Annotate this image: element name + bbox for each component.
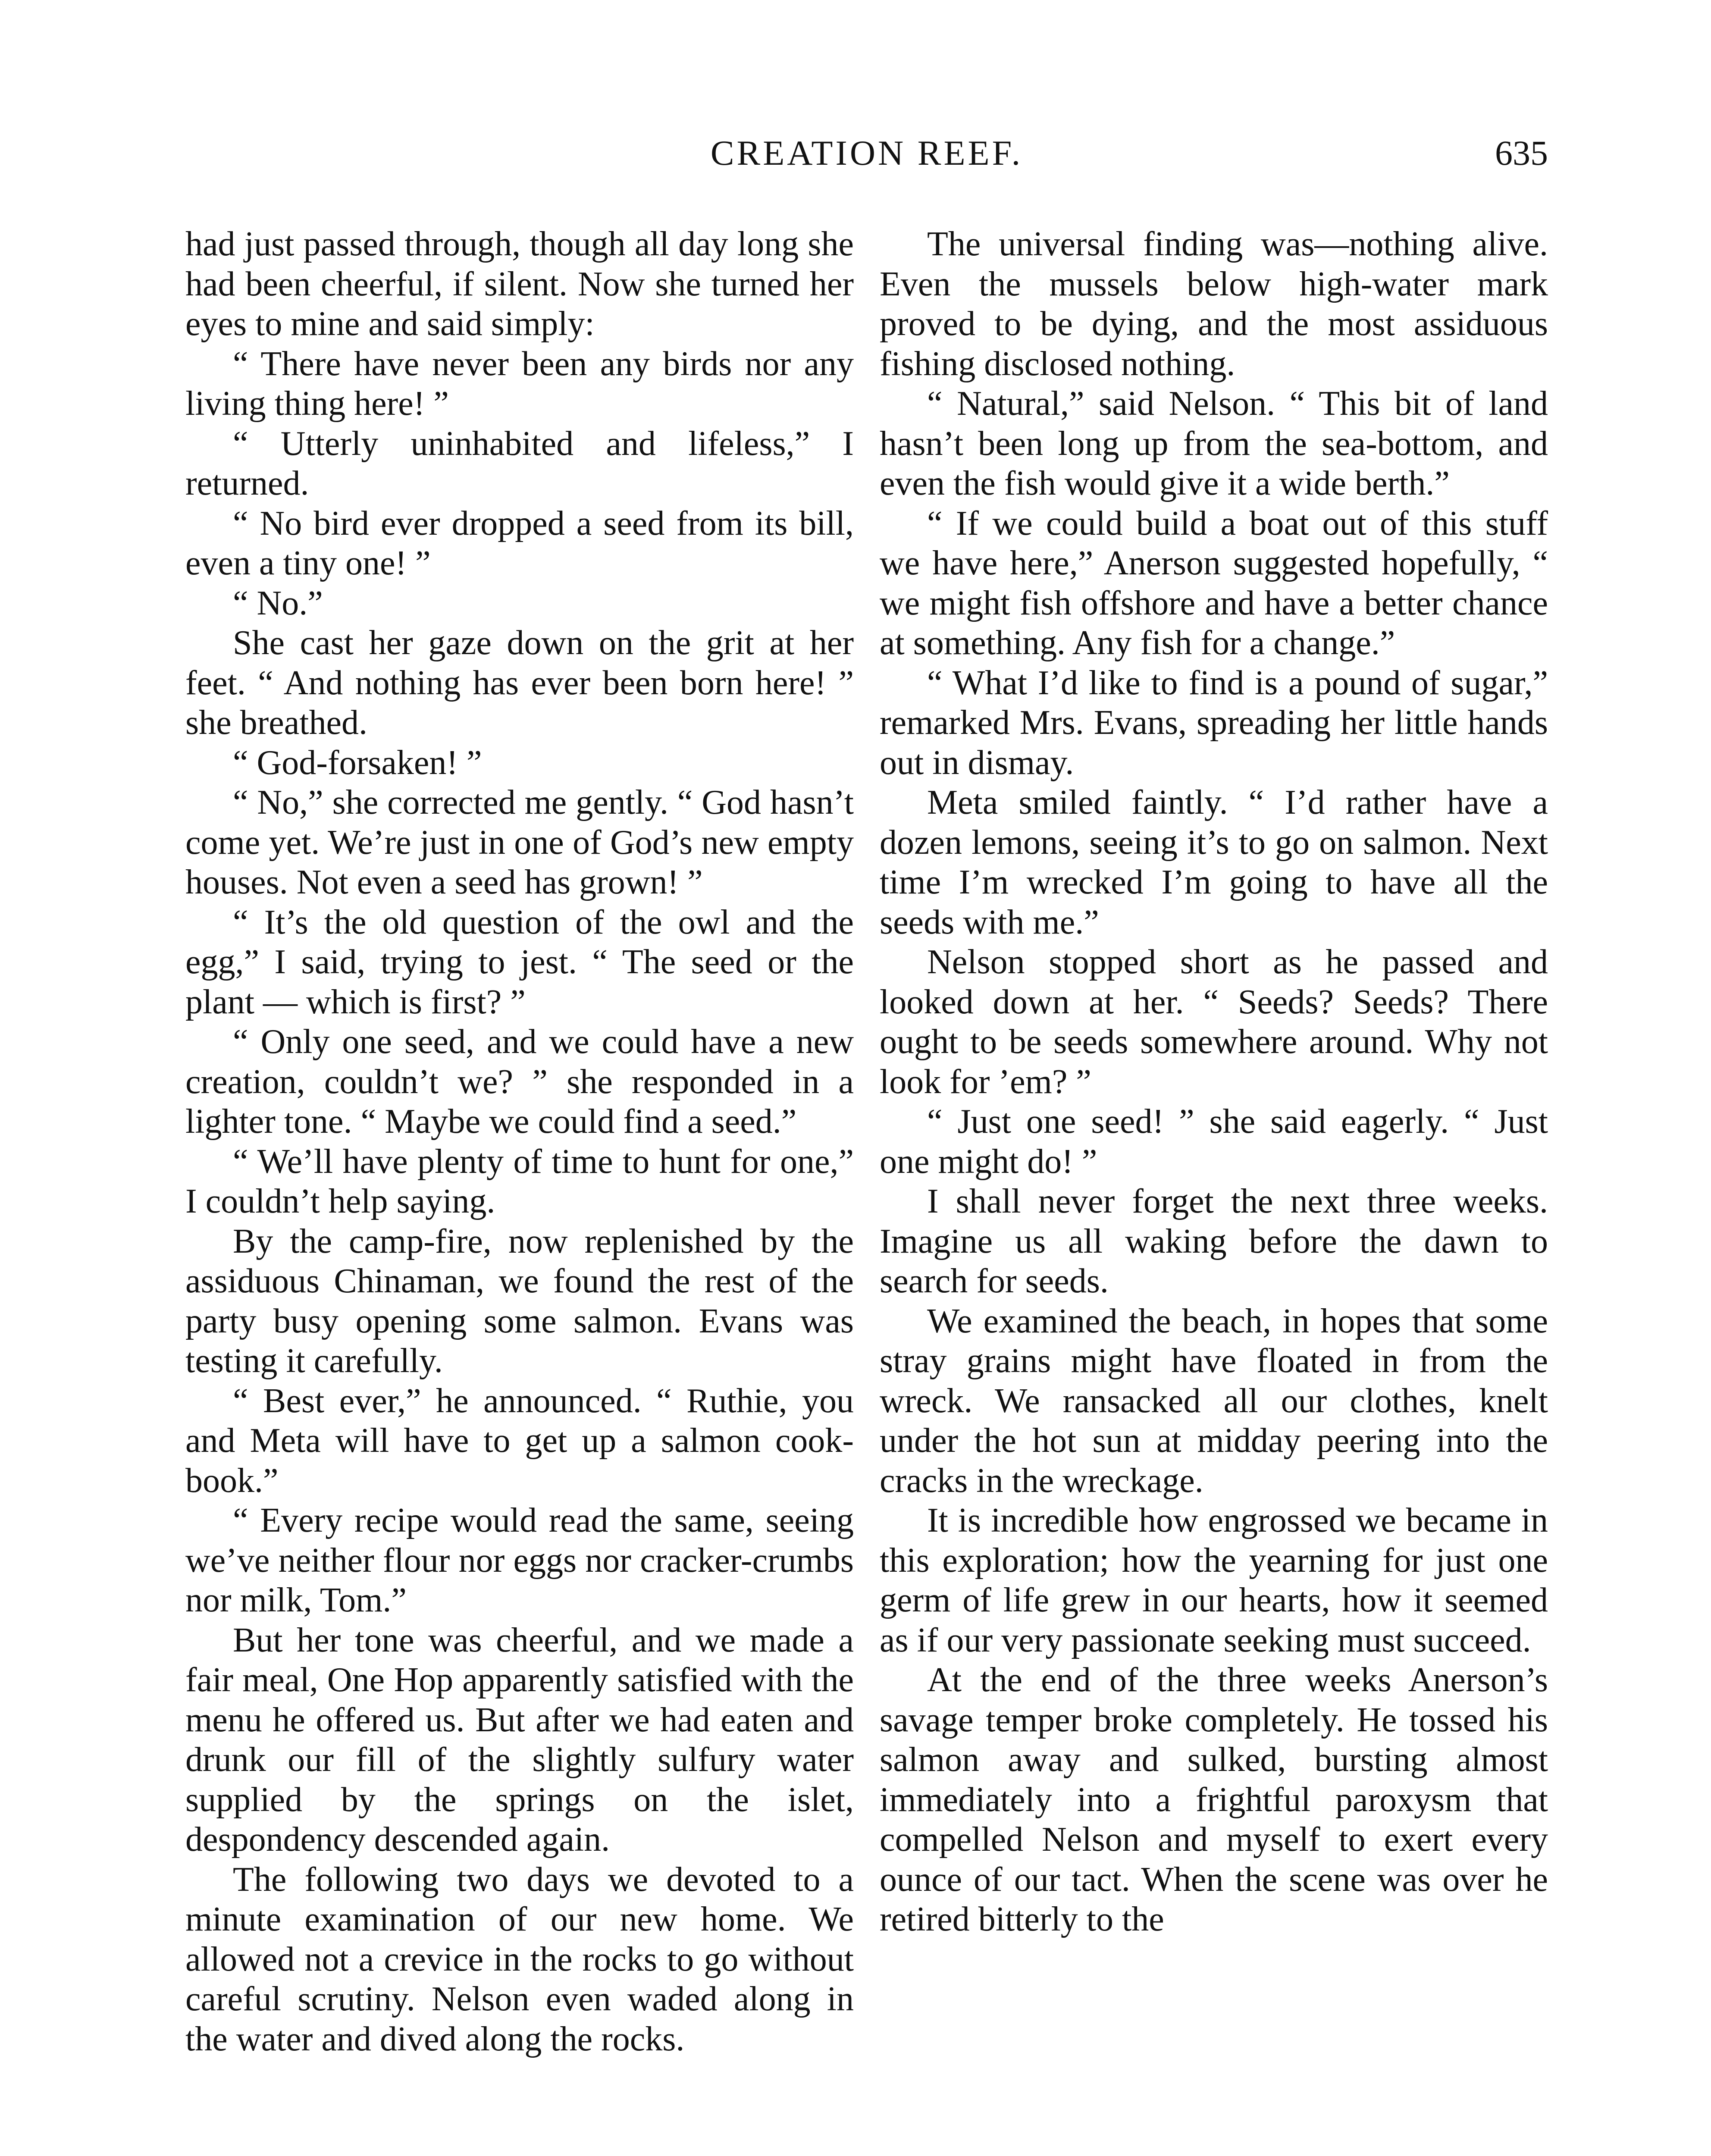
paragraph: By the camp-fire, now replenished by the assiduous Chinaman, we found the rest of the party busy opening some salmon. Evans was testing it carefully. — [185, 1222, 854, 1380]
page-number: 635 — [1495, 133, 1548, 172]
paragraph: The universal finding was—nothing alive. Even the mussels below high-water mark proved to be dying, and the most assiduous fishing disclosed nothing. — [880, 225, 1548, 383]
paragraph: The following two days we devoted to a minute examination of our new home. We allowed not a crevice in the rocks to go without careful scrutiny. Nelson even waded along in the water and dived along the rocks. — [185, 1860, 854, 2058]
right-text-column — [880, 224, 1548, 2156]
paragraph: had just passed through, though all day long she had been cheerful, if silent. Now she turned her eyes to mine and said simply: — [185, 225, 854, 343]
paragraph: “ No.” — [233, 584, 323, 622]
paragraph: “ Every recipe would read the same, seeing we’ve neither flour nor eggs nor cracker-crumbs nor milk, Tom.” — [185, 1501, 854, 1619]
paragraph: “ Utterly uninhabited and lifeless,” I returned. — [185, 424, 854, 502]
page-header — [185, 129, 1548, 177]
paragraph: But her tone was cheerful, and we made a fair meal, One Hop apparently satisfied with the menu he offered us. But after we had eaten and drunk our fill of the slightly sulfury water supplied by the springs on the islet, despondency descended again. — [185, 1621, 854, 1858]
paragraph: “ It’s the old question of the owl and the egg,” I said, trying to jest. “ The seed or the plant — which is first? ” — [185, 903, 854, 1021]
paragraph: “ If we could build a boat out of this stuff we have here,” Anerson suggested hopefully, “ we might fish offshore and have a better chance at something. Any fish for a change.” — [880, 504, 1548, 662]
paragraph: She cast her gaze down on the grit at her feet. “ And nothing has ever been born here! ” she breathed. — [185, 624, 854, 742]
paragraph: “ What I’d like to find is a pound of sugar,” remarked Mrs. Evans, spreading her little hands out in dismay. — [880, 664, 1548, 782]
paragraph: It is incredible how engrossed we became in this exploration; how the yearning for just one germ of life grew in our hearts, how it seemed as if our very passionate seeking must succeed. — [880, 1501, 1548, 1659]
paragraph: “ Best ever,” he announced. “ Ruthie, you and Meta will have to get up a salmon cook-book.” — [185, 1382, 854, 1500]
paragraph: I shall never forget the next three weeks. Imagine us all waking before the dawn to search for seeds. — [880, 1182, 1548, 1300]
paragraph: “ No,” she corrected me gently. “ God hasn’t come yet. We’re just in one of God’s new empty houses. Not even a seed has grown! ” — [185, 783, 854, 901]
paragraph: Nelson stopped short as he passed and looked down at her. “ Seeds? Seeds? There ought to be seeds somewhere around. Why not look for ’em? ” — [880, 943, 1548, 1101]
paragraph: We examined the beach, in hopes that some stray grains might have floated in from the wreck. We ransacked all our clothes, knelt under the hot sun at midday peering into the cracks in the wreckage. — [880, 1302, 1548, 1500]
paragraph: “ There have never been any birds nor any living thing here! ” — [185, 345, 854, 423]
paragraph: “ We’ll have plenty of time to hunt for one,” I couldn’t help saying. — [185, 1142, 854, 1220]
paragraph: “ Natural,” said Nelson. “ This bit of land hasn’t been long up from the sea-bottom, and even the fish would give it a wide berth.” — [880, 385, 1548, 502]
running-head: CREATION REEF. — [710, 133, 1023, 172]
paragraph: “ Only one seed, and we could have a new creation, couldn’t we? ” she responded in a lighter tone. “ Maybe we could find a seed.” — [185, 1023, 854, 1141]
paragraph: At the end of the three weeks Anerson’s savage temper broke completely. He tossed his salmon away and sulked, bursting almost immediately into a frightful paroxysm that compelled Nelson and myself to exert every ounce of our tact. When the scene was over he retired bitterly to the — [880, 1661, 1548, 1938]
paragraph: “ No bird ever dropped a seed from its bill, even a tiny one! ” — [185, 504, 854, 582]
paragraph: Meta smiled faintly. “ I’d rather have a dozen lemons, seeing it’s to go on salmon. Next time I’m wrecked I’m going to have all the seeds with me.” — [880, 783, 1548, 941]
left-text-column — [185, 224, 854, 2156]
paragraph: “ God-forsaken! ” — [233, 743, 482, 782]
paragraph: “ Just one seed! ” she said eagerly. “ Just one might do! ” — [880, 1103, 1548, 1181]
